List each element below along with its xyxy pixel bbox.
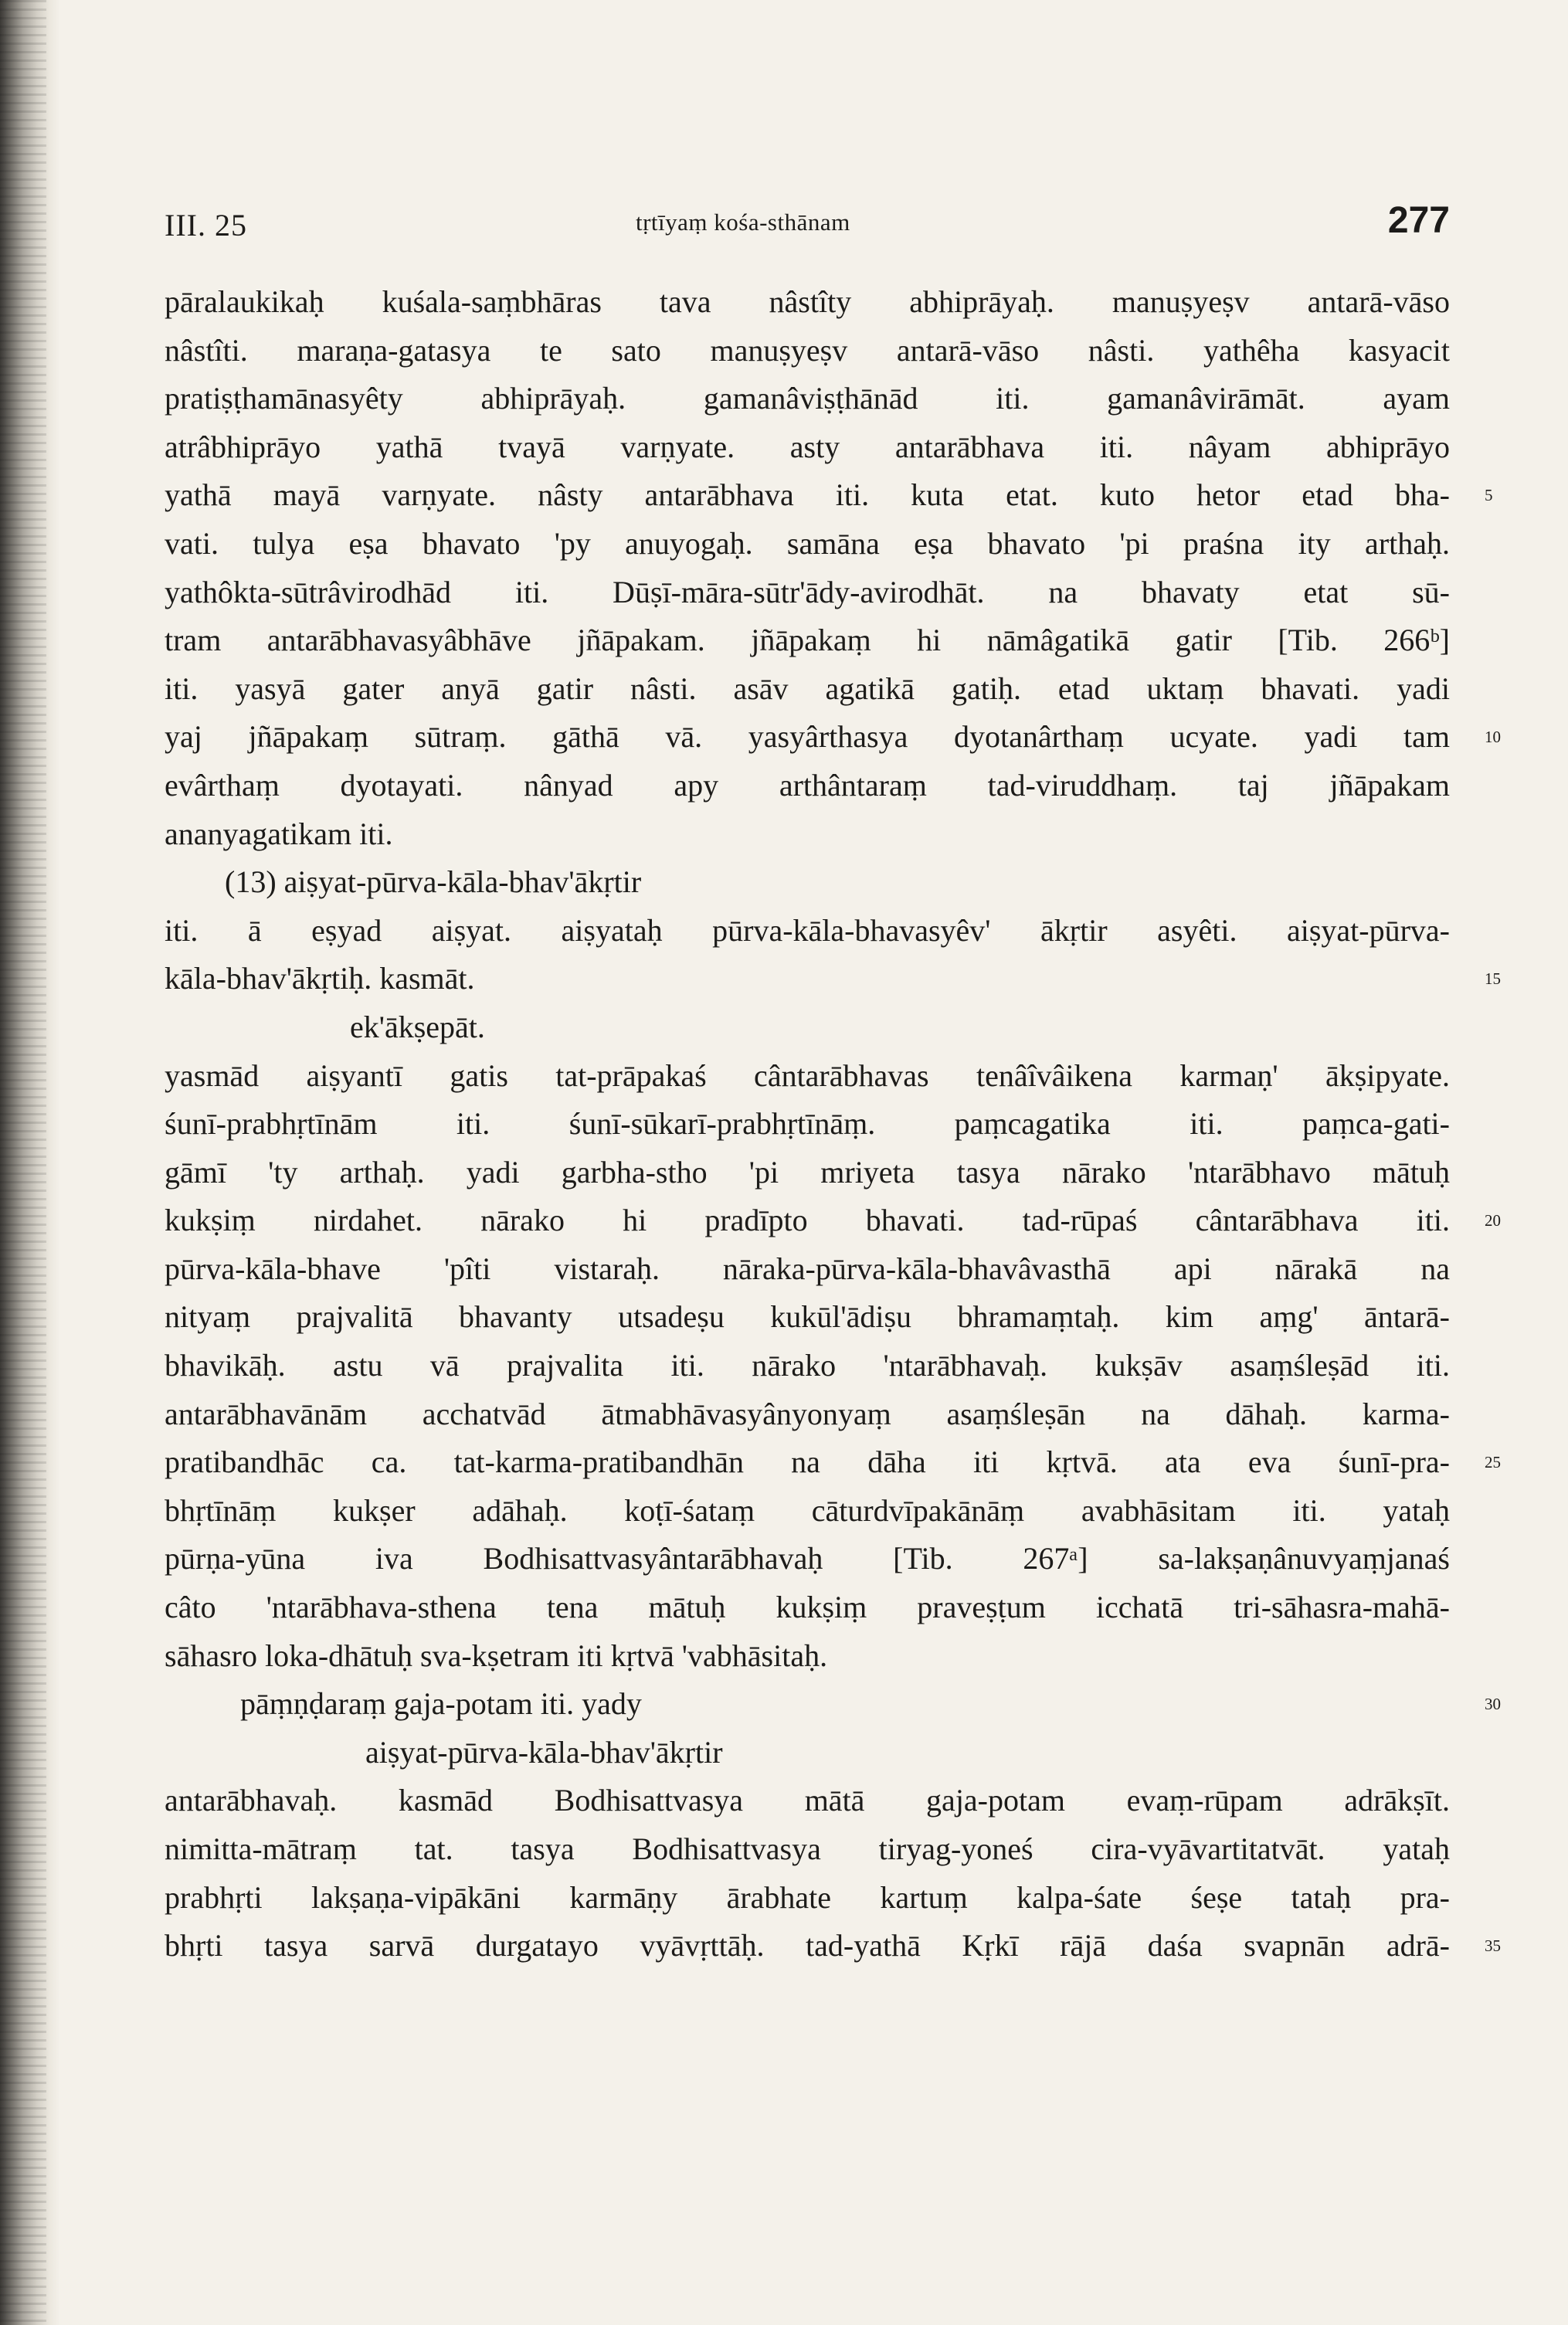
body-text	[165, 278, 1501, 1970]
text-line: vati. tulya eṣa bhavato 'py anuyogaḥ. samāna eṣa bhavato 'pi praśna ity arthaḥ.	[165, 525, 1450, 561]
line-text: yathā mayā varṇyate. nâsty antarābhava iti. kuta etat. kuto hetor etad bha-	[165, 477, 1450, 513]
text-line: śunī-prabhṛtīnām iti. śunī-sūkarī-prabhṛtīnāṃ. paṃcagatika iti. paṃca-gati-	[165, 1106, 1450, 1142]
margin-line-number: 30	[1485, 1695, 1501, 1714]
text-line: evârthaṃ dyotayati. nânyad apy arthântaraṃ tad-viruddhaṃ. taj jñāpakam	[165, 767, 1450, 803]
text-line-25	[165, 1438, 1501, 1487]
text-line: câto 'ntarābhava-sthena tena mātuḥ kukṣiṃ praveṣṭum icchatā tri-sāhasra-mahā-	[165, 1590, 1450, 1625]
text-line: ananyagatikam iti.	[165, 816, 393, 851]
text-line: nâstîti. maraṇa-gatasya te sato manuṣyeṣv antarā-vāso nâsti. yathêha kasyacit	[165, 332, 1450, 368]
text-line: pūrṇa-yūna iva Bodhisattvasyântarābhavaḥ [Tib. 267ᵃ] sa-lakṣaṇânuvyaṃjanaś	[165, 1541, 1450, 1577]
verse-line: aiṣyat-pūrva-kāla-bhav'ākṛtir	[365, 1734, 723, 1770]
margin-line-number: 10	[1485, 728, 1501, 747]
section-reference: III. 25	[165, 208, 247, 243]
line-text: pāṃṇḍaraṃ gaja-potam iti. yady	[240, 1686, 642, 1722]
text-line-10	[165, 713, 1501, 762]
text-line: atrâbhiprāyo yathā tvayā varṇyate. asty antarābhava iti. nâyam abhiprāyo	[165, 429, 1450, 464]
text-line: nityaṃ prajvalitā bhavanty utsadeṣu kukūl'ādiṣu bhramaṃtaḥ. kim aṃg' āntarā-	[165, 1299, 1450, 1335]
line-text: kukṣiṃ nirdahet. nārako hi pradīpto bhavati. tad-rūpaś cântarābhava iti.	[165, 1203, 1450, 1238]
text-line: pūrva-kāla-bhave 'pîti vistaraḥ. nāraka-pūrva-kāla-bhavâvasthā api nārakā na	[165, 1251, 1450, 1286]
text-line-30	[165, 1680, 1501, 1729]
line-text: bhṛti tasya sarvā durgatayo vyāvṛttāḥ. tad-yathā Kṛkī rājā daśa svapnān adrā-	[165, 1928, 1450, 1964]
margin-line-number: 25	[1485, 1453, 1501, 1472]
line-text: kāla-bhav'ākṛtiḥ. kasmāt.	[165, 961, 475, 996]
text-line: gāmī 'ty arthaḥ. yadi garbha-stho 'pi mriyeta tasya nārako 'ntarābhavo mātuḥ	[165, 1154, 1450, 1190]
text-line: iti. ā eṣyad aiṣyat. aiṣyataḥ pūrva-kāla-bhavasyêv' ākṛtir asyêti. aiṣyat-pūrva-	[165, 912, 1450, 948]
margin-line-number: 35	[1485, 1936, 1501, 1956]
text-line-5	[165, 471, 1493, 520]
text-line: prabhṛti lakṣaṇa-vipākāni karmāṇy ārabhate kartuṃ kalpa-śate śeṣe tataḥ pra-	[165, 1879, 1450, 1915]
page-number: 277	[1387, 200, 1450, 241]
text-line: antarābhavaḥ. kasmād Bodhisattvasya mātā gaja-potam evaṃ-rūpam adrākṣīt.	[165, 1783, 1450, 1818]
binding-shadow-texture	[0, 0, 46, 2325]
text-line-20	[165, 1196, 1501, 1245]
text-line: sāhasro loka-dhātuḥ sva-kṣetram iti kṛtvā 'vabhāsitaḥ.	[165, 1638, 828, 1673]
margin-line-number: 5	[1485, 486, 1493, 505]
text-line-15	[165, 955, 1501, 1003]
text-line-35	[165, 1922, 1501, 1970]
text-line: pāralaukikaḥ kuśala-saṃbhāras tava nâstîty abhiprāyaḥ. manuṣyeṣv antarā-vāso	[165, 284, 1450, 319]
line-text: yaj jñāpakaṃ sūtraṃ. gāthā vā. yasyârthasya dyotanârthaṃ ucyate. yadi tam	[165, 719, 1450, 755]
text-line: tram antarābhavasyâbhāve jñāpakam. jñāpakaṃ hi nāmâgatikā gatir [Tib. 266ᵇ]	[165, 623, 1450, 658]
text-line: yasmād aiṣyantī gatis tat-prāpakaś cântarābhavas tenâîvâikena karmaṇ' ākṣipyate.	[165, 1057, 1450, 1093]
text-line: yathôkta-sūtrâvirodhād iti. Dūṣī-māra-sūtr'ādy-avirodhāt. na bhavaty etat sū-	[165, 574, 1450, 609]
text-line: bhavikāḥ. astu vā prajvalita iti. nārako 'ntarābhavaḥ. kukṣāv asaṃśleṣād iti.	[165, 1348, 1450, 1383]
verse-13-heading: (13) aiṣyat-pūrva-kāla-bhav'ākṛtir	[225, 864, 642, 900]
verse-line: ek'ākṣepāt.	[350, 1009, 485, 1044]
text-line: nimitta-mātraṃ tat. tasya Bodhisattvasya tiryag-yoneś cira-vyāvartitatvāt. yataḥ	[165, 1831, 1450, 1866]
margin-line-number: 15	[1485, 969, 1501, 989]
text-line: pratiṣṭhamānasyêty abhiprāyaḥ. gamanâviṣṭhānād iti. gamanâvirāmāt. ayam	[165, 381, 1450, 416]
margin-line-number: 20	[1485, 1211, 1501, 1230]
running-head	[165, 199, 1450, 253]
text-line: antarābhavānām acchatvād ātmabhāvasyânyonyaṃ asaṃśleṣān na dāhaḥ. karma-	[165, 1396, 1450, 1431]
line-text: pratibandhāc ca. tat-karma-pratibandhān na dāha iti kṛtvā. ata eva śunī-pra-	[165, 1444, 1450, 1480]
text-line: iti. yasyā gater anyā gatir nâsti. asāv agatikā gatiḥ. etad uktaṃ bhavati. yadi	[165, 670, 1450, 706]
running-title: tṛtīyaṃ kośa-sthānam	[636, 209, 850, 236]
text-line: bhṛtīnāṃ kukṣer adāhaḥ. koṭī-śataṃ cāturdvīpakānāṃ avabhāsitam iti. yataḥ	[165, 1492, 1450, 1528]
